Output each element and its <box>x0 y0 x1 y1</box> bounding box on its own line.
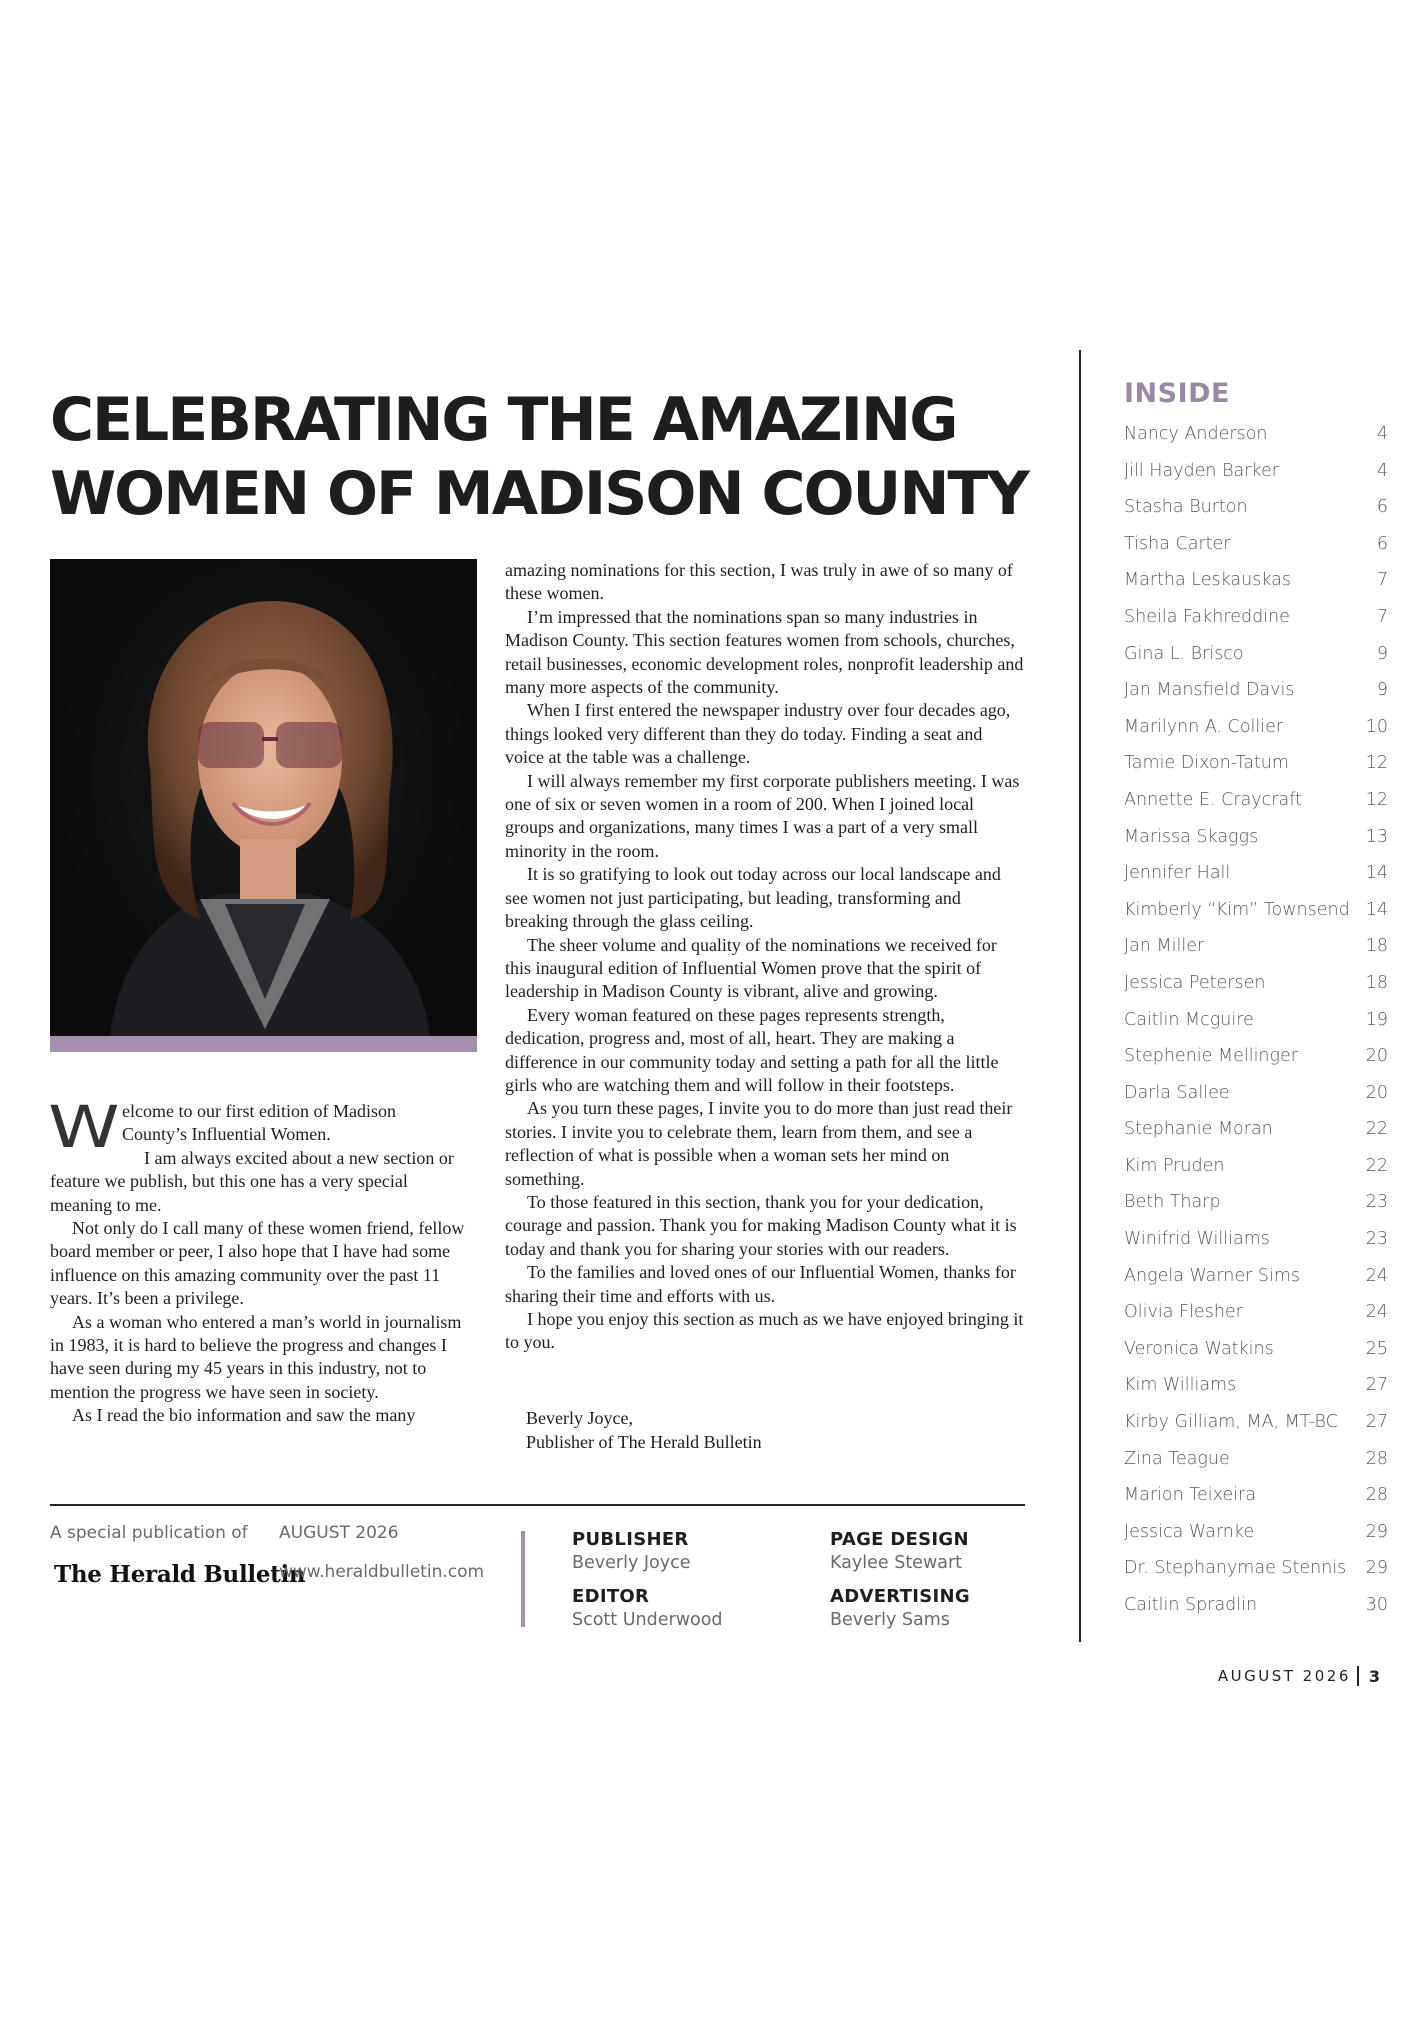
inside-item-page: 14 <box>1365 899 1388 920</box>
inside-item-name: Jessica Warnke <box>1124 1521 1255 1542</box>
issue-date: AUGUST 2026 <box>279 1523 399 1543</box>
inside-list-item[interactable] <box>1124 753 1388 790</box>
article-paragraph: amazing nominations for this section, I was truly in awe of so many of these women. <box>505 560 1013 604</box>
inside-list-item[interactable] <box>1124 534 1388 571</box>
inside-item-page: 6 <box>1376 533 1388 554</box>
article-paragraph: As a woman who entered a man’s world in journalism in 1983, it is hard to believe the progress and changes I have seen during my 45 years in this industry, not to mention the progress we have seen in society. <box>50 1311 462 1402</box>
inside-list-item[interactable] <box>1124 1046 1388 1083</box>
inside-item-name: Kimberly “Kim” Townsend <box>1124 899 1350 920</box>
inside-item-name: Jennifer Hall <box>1124 863 1231 884</box>
inside-item-page: 19 <box>1365 1009 1388 1030</box>
folio-separator <box>1357 1666 1359 1686</box>
signature-block <box>526 1406 926 1454</box>
inside-item-name: Nancy Anderson <box>1124 424 1268 444</box>
inside-item-name: Dr. Stephanymae Stennis <box>1124 1558 1347 1579</box>
inside-item-page: 7 <box>1376 606 1388 627</box>
inside-item-page: 30 <box>1365 1595 1388 1615</box>
article-paragraph: When I first entered the newspaper industry over four decades ago, things looked very different than they do today. Finding a seat and voice at the table was a challenge. <box>505 700 1011 768</box>
inside-item-page: 12 <box>1365 753 1388 774</box>
article-lead-paragraph: Welcome to our first edition of Madison County’s Influential Women. <box>48 1093 396 1161</box>
inside-item-page: 9 <box>1376 680 1388 701</box>
inside-list-item[interactable] <box>1124 973 1388 1010</box>
inside-list-item[interactable] <box>1124 863 1388 900</box>
inside-list-item[interactable] <box>1124 1485 1388 1522</box>
inside-item-page: 23 <box>1365 1229 1388 1250</box>
inside-item-name: Beth Tharp <box>1124 1192 1221 1213</box>
inside-item-name: Kirby Gilliam, MA, MT-BC <box>1124 1412 1338 1433</box>
inside-item-name: Kim Pruden <box>1124 1155 1225 1176</box>
inside-item-name: Caitlin Spradlin <box>1124 1595 1258 1615</box>
portrait-photo <box>50 559 477 1036</box>
inside-item-name: Marissa Skaggs <box>1124 826 1259 847</box>
article-paragraph: I am always excited about a new section or feature we publish, but this one has a very special meaning to me. <box>50 1147 454 1215</box>
inside-list-item[interactable] <box>1124 607 1388 644</box>
inside-item-page: 20 <box>1365 1046 1388 1067</box>
inside-list-item[interactable] <box>1124 1595 1388 1632</box>
inside-item-page: 29 <box>1365 1521 1388 1542</box>
inside-item-name: Jessica Petersen <box>1124 972 1266 993</box>
inside-list-item[interactable] <box>1124 424 1388 461</box>
folio-page-number: 3 <box>1368 1666 1380 1686</box>
footer-divider <box>50 1504 1025 1506</box>
article-paragraph: As you turn these pages, I invite you to do more than just read their stories. I invite you to celebrate them, learn from them, and see a reflection of what is possible when a woman sets her mind on something. <box>505 1098 1013 1189</box>
inside-title: INSIDE <box>1124 378 1230 409</box>
editor-name: Scott Underwood <box>572 1610 723 1630</box>
inside-item-name: Jan Miller <box>1124 936 1205 957</box>
inside-item-name: Annette E. Craycraft <box>1124 789 1302 810</box>
inside-item-name: Stephenie Mellinger <box>1124 1046 1298 1067</box>
inside-list-item[interactable] <box>1124 1192 1388 1229</box>
article-paragraph: It is so gratifying to look out today across our local landscape and see women not just participating, but leading, transforming and breaking through the glass ceiling. <box>505 864 1001 932</box>
inside-item-page: 10 <box>1365 716 1388 737</box>
inside-item-name: Tisha Carter <box>1124 533 1231 554</box>
inside-list-item[interactable] <box>1124 1266 1388 1303</box>
inside-item-page: 28 <box>1365 1485 1388 1506</box>
folio-date: AUGUST 2026 <box>1217 1667 1351 1685</box>
advertising-name: Beverly Sams <box>830 1610 950 1630</box>
inside-item-page: 20 <box>1365 1082 1388 1103</box>
inside-item-name: Stasha Burton <box>1124 497 1248 518</box>
inside-item-page: 13 <box>1365 826 1388 847</box>
inside-list-item[interactable] <box>1124 1522 1388 1559</box>
inside-item-name: Gina L. Brisco <box>1124 643 1244 664</box>
inside-list-item[interactable] <box>1124 1302 1388 1339</box>
signature-name: Beverly Joyce, <box>526 1408 633 1428</box>
inside-list-item[interactable] <box>1124 827 1388 864</box>
article-column-1 <box>48 1093 465 1428</box>
page-folio <box>1218 1666 1380 1686</box>
inside-item-name: Martha Leskauskas <box>1124 570 1292 591</box>
article-paragraph: The sheer volume and quality of the nominations we received for this inaugural edition of Influential Women prove that the spirit of leadership in Madison County is vibrant, alive and growing. <box>505 934 997 1002</box>
inside-item-page: 24 <box>1365 1265 1388 1286</box>
inside-list-item[interactable] <box>1124 790 1388 827</box>
inside-item-name: Angela Warner Sims <box>1124 1265 1301 1286</box>
inside-list-item[interactable] <box>1124 1083 1388 1120</box>
article-paragraph: Not only do I call many of these women friend, fellow board member or peer, I also hope that I have had some influence on this amazing community over the past 11 years. It’s been a privilege. <box>50 1218 465 1309</box>
inside-item-page: 6 <box>1376 497 1388 518</box>
inside-item-name: Marilynn A. Collier <box>1124 716 1284 737</box>
inside-item-page: 22 <box>1365 1155 1388 1176</box>
inside-item-name: Stephanie Moran <box>1124 1119 1273 1140</box>
signature-title: Publisher of The Herald Bulletin <box>526 1432 762 1452</box>
editor-label: EDITOR <box>572 1586 650 1607</box>
special-publication-label: A special publication of <box>50 1523 248 1543</box>
drop-cap: W <box>48 1093 120 1161</box>
inside-item-name: Sheila Fakhreddine <box>1124 606 1290 627</box>
inside-list-item[interactable] <box>1124 644 1388 681</box>
credits-accent-line <box>521 1531 525 1627</box>
inside-item-page: 24 <box>1365 1302 1388 1323</box>
publisher-label: PUBLISHER <box>572 1529 689 1550</box>
inside-item-name: Winifrid Williams <box>1124 1229 1270 1250</box>
inside-item-page: 12 <box>1365 789 1388 810</box>
inside-list-item[interactable] <box>1124 900 1388 937</box>
inside-list-item[interactable] <box>1124 1010 1388 1047</box>
sidebar-divider <box>1079 350 1081 1642</box>
inside-item-name: Olivia Flesher <box>1124 1302 1243 1323</box>
inside-list-item[interactable] <box>1124 570 1388 607</box>
article-paragraph: Every woman featured on these pages represents strength, dedication, progress and, most of all, heart. They are making a difference in our community today and setting a path for all the little girls who are watching them and will follow in their footsteps. <box>505 1004 999 1095</box>
inside-list-item[interactable] <box>1124 1558 1388 1595</box>
article-paragraph: As I read the bio information and saw the many <box>72 1405 416 1426</box>
inside-item-page: 7 <box>1376 570 1388 591</box>
article-column-2 <box>505 559 1025 1355</box>
inside-item-name: Darla Sallee <box>1124 1082 1230 1103</box>
article-paragraph: To the families and loved ones of our Influential Women, thanks for sharing their time and efforts with us. <box>505 1262 1016 1306</box>
inside-list-item[interactable] <box>1124 936 1388 973</box>
inside-item-page: 25 <box>1365 1338 1388 1359</box>
inside-item-name: Marion Teixeira <box>1124 1485 1256 1506</box>
article-paragraph: I’m impressed that the nominations span so many industries in Madison County. This section features women from schools, churches, retail businesses, economic development roles, nonprofit leadership and many more aspects of the community. <box>505 606 1024 698</box>
inside-list-item[interactable] <box>1124 461 1388 498</box>
inside-item-name: Veronica Watkins <box>1124 1338 1274 1359</box>
inside-list-item[interactable] <box>1124 1119 1388 1156</box>
page-design-name: Kaylee Stewart <box>830 1553 963 1573</box>
inside-list-item[interactable] <box>1124 497 1388 534</box>
inside-item-name: Jan Mansfield Davis <box>1124 680 1295 701</box>
inside-list-item[interactable] <box>1124 1229 1388 1266</box>
inside-item-name: Kim Williams <box>1124 1375 1237 1396</box>
inside-item-page: 9 <box>1376 643 1388 664</box>
inside-item-page: 27 <box>1365 1375 1388 1396</box>
inside-item-name: Caitlin Mcguire <box>1124 1009 1254 1030</box>
inside-item-page: 23 <box>1365 1192 1388 1213</box>
inside-item-page: 18 <box>1365 972 1388 993</box>
portrait-illustration <box>50 559 477 1036</box>
inside-item-page: 4 <box>1376 424 1388 444</box>
inside-item-name: Tamie Dixon-Tatum <box>1124 753 1289 774</box>
inside-item-name: Jill Hayden Barker <box>1124 460 1279 481</box>
masthead-logo: The Herald Bulletin <box>54 1561 306 1588</box>
inside-list-item[interactable] <box>1124 1339 1388 1376</box>
inside-list-item[interactable] <box>1124 1412 1388 1449</box>
inside-item-page: 27 <box>1365 1412 1388 1433</box>
inside-list-item[interactable] <box>1124 1375 1388 1412</box>
article-paragraph: I will always remember my first corporate publishers meeting. I was one of six or seven women in a room of 200. When I joined local groups and organizations, many times I was a part of a very small minority in the room. <box>505 770 1020 861</box>
headline <box>50 383 1050 531</box>
headline-line-1: CELEBRATING THE AMAZING <box>50 385 957 455</box>
inside-list <box>1124 424 1388 1632</box>
inside-list-item[interactable] <box>1124 717 1388 754</box>
website-link[interactable]: www.heraldbulletin.com <box>279 1562 485 1582</box>
article-paragraph: To those featured in this section, thank you for your dedication, courage and passion. Thank you for making Madison County what it is today and thank you for sharing your stories with our readers. <box>505 1191 1017 1259</box>
inside-item-page: 18 <box>1365 936 1388 957</box>
inside-item-page: 28 <box>1365 1448 1388 1469</box>
headline-line-2: WOMEN OF MADISON COUNTY <box>50 459 1028 529</box>
inside-item-page: 14 <box>1365 863 1388 884</box>
article-paragraph: I hope you enjoy this section as much as we have enjoyed bringing it to you. <box>505 1309 1024 1353</box>
page-design-label: PAGE DESIGN <box>830 1529 969 1550</box>
advertising-label: ADVERTISING <box>830 1586 970 1607</box>
photo-accent-band <box>50 1036 477 1052</box>
inside-item-page: 29 <box>1365 1558 1388 1579</box>
inside-list-item[interactable] <box>1124 1156 1388 1193</box>
inside-list-item[interactable] <box>1124 1449 1388 1486</box>
publisher-name: Beverly Joyce <box>572 1553 691 1573</box>
inside-list-item[interactable] <box>1124 680 1388 717</box>
inside-item-name: Zina Teague <box>1124 1448 1230 1469</box>
inside-item-page: 4 <box>1376 460 1388 481</box>
inside-item-page: 22 <box>1365 1119 1388 1140</box>
